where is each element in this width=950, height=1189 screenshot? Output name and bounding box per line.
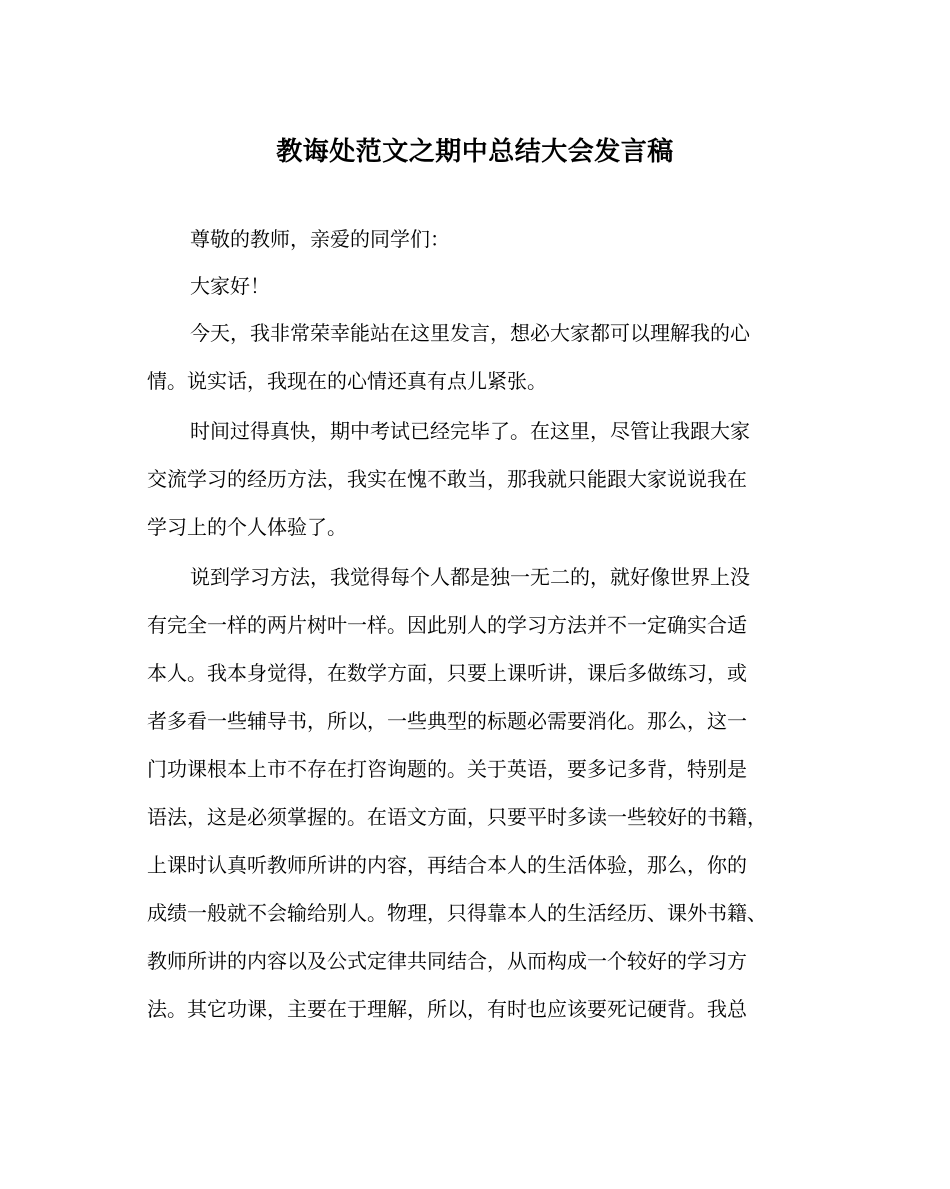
paragraph-2-line-3: 学习上的个人体验了。	[147, 515, 347, 539]
greeting-line: 大家好！	[190, 274, 270, 298]
paragraph-3-line-9: 教师所讲的内容以及公式定律共同结合，从而构成一个较好的学习方	[147, 949, 747, 973]
paragraph-3-line-1: 说到学习方法，我觉得每个人都是独一无二的，就好像世界上没	[190, 565, 750, 589]
paragraph-3-line-7: 上课时认真听教师所讲的内容，再结合本人的生活体验，那么，你的	[147, 853, 747, 877]
document-title: 教诲处范文之期中总结大会发言稿	[276, 137, 674, 167]
paragraph-3-line-10: 法。其它功课，主要在于理解，所以，有时也应该要死记硬背。我总	[147, 997, 747, 1021]
paragraph-3-line-6: 语法，这是必须掌握的。在语文方面，只要平时多读一些较好的书籍，	[147, 805, 767, 829]
paragraph-3-line-3: 本人。我本身觉得，在数学方面，只要上课听讲，课后多做练习，或	[147, 661, 747, 685]
paragraph-3-line-2: 有完全一样的两片树叶一样。因此别人的学习方法并不一定确实合适	[147, 613, 747, 637]
paragraph-3-line-8: 成绩一般就不会输给别人。物理，只得靠本人的生活经历、课外书籍、	[147, 901, 767, 925]
paragraph-3-line-5: 门功课根本上市不存在打咨询题的。关于英语，要多记多背，特别是	[147, 757, 747, 781]
paragraph-2-line-2: 交流学习的经历方法，我实在愧不敢当，那我就只能跟大家说说我在	[147, 467, 747, 491]
salutation-line: 尊敬的教师，亲爱的同学们：	[190, 227, 450, 251]
paragraph-3-line-4: 者多看一些辅导书，所以，一些典型的标题必需要消化。那么，这一	[147, 709, 747, 733]
paragraph-2-line-1: 时间过得真快，期中考试已经完毕了。在这里，尽管让我跟大家	[190, 419, 750, 443]
paragraph-1-line-1: 今天，我非常荣幸能站在这里发言，想必大家都可以理解我的心	[190, 321, 750, 345]
paragraph-1-line-2: 情。说实话，我现在的心情还真有点儿紧张。	[147, 369, 547, 393]
